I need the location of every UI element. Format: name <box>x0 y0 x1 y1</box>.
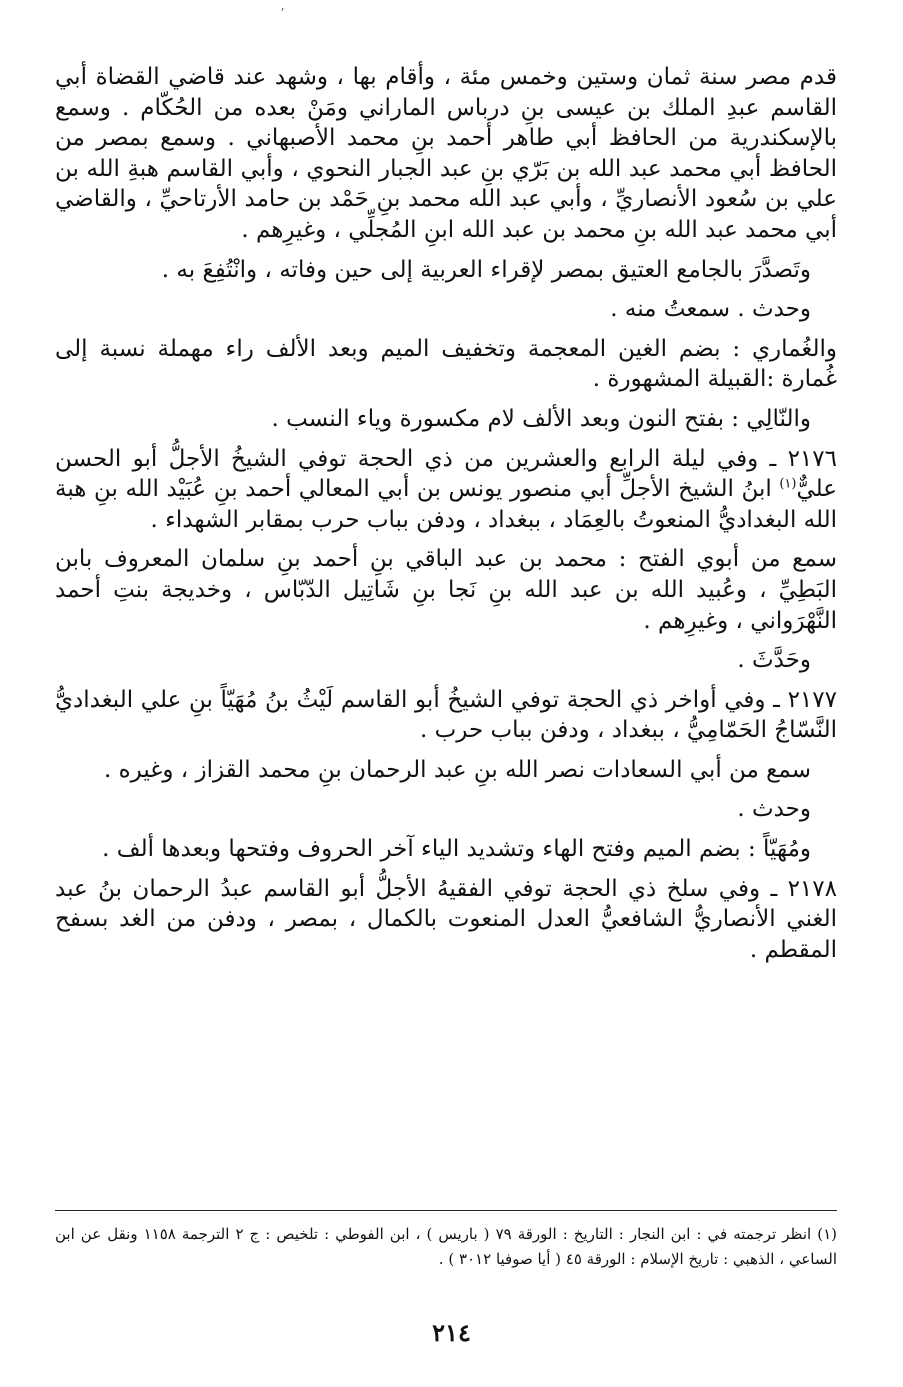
paragraph: وحَدَّثَ . <box>737 647 811 674</box>
main-text <box>55 62 837 965</box>
paragraph: وتَصدَّرَ بالجامع العتيق بمصر لإقراء العربية إلى حين وفاته ، وانْتُفِعَ به . <box>161 256 811 283</box>
entry-2176-text-continued: ابنُ الشيخ الأجلِّ أبي منصور يونس بن أبي المعالي أحمد بنِ عُبَيْد الله بنِ هبة الله البغداديُّ المنعوتُ بالعِمَاد ، ببغداد ، ودفن بباب حرب بمقابر الشهداء . <box>55 476 837 533</box>
paragraph: وحدث . سمعتُ منه . <box>610 296 811 323</box>
paragraph: والغُماري : بضم الغين المعجمة وتخفيف الميم وبعد الألف راء مهملة نسبة إلى غُمارة :القبيلة المشهورة . <box>55 335 837 393</box>
footnote: (١) انظر ترجمته في : ابن النجار : التاريخ : الورقة ٧٩ ( باريس ) ، ابن الفوطي : تلخيص : ج ٢ الترجمة ١١٥٨ ونقل عن ابن الساعي ، الذهبي : تاريخ الإسلام : الورقة ٤٥ ( أيا صوفيا ٣٠١٢ ) . <box>55 1225 837 1268</box>
paragraph: والنّالِي : بفتح النون وبعد الألف لام مكسورة وياء النسب . <box>271 405 811 432</box>
entry-2178: ٢١٧٨ ـ وفي سلخ ذي الحجة توفي الفقيهُ الأجلُّ أبو القاسم عبدُ الرحمان بنُ عبد الغني الأنصاريُّ الشافعيُّ العدل المنعوت بالكمال ، بمصر ، ودفن من الغد بسفح المقطم . <box>55 875 837 963</box>
paragraph: قدم مصر سنة ثمان وستين وخمس مئة ، وأقام بها ، وشهد عند قاضي القضاة أبي القاسم عبدِ الملك بن عيسى بنِ درباس الماراني ومَنْ بعده من الحُكّام . وسمع بالإسكندرية من الحافظ أبي طاهر أحمد بنِ محمد الأصبهاني . وسمع بمصر من الحافظ أبي محمد عبد الله بن بَرّي بنِ عبد الجبار النحوي ، وأبي القاسم هبةِ الله بن علي بن سُعود الأنصاريِّ ، وأبي عبد الله محمد بنِ حَمْد بن حامد الأرتاحيِّ ، والقاضي أبي محمد عبد الله بنِ محمد بن عبد الله ابنِ المُجلِّي ، وغيرِهم . <box>55 64 837 243</box>
entry-2176-text: ٢١٧٦ ـ وفي ليلة الرابع والعشرين من ذي الحجة توفي الشيخُ الأجلُّ أبو الحسن عليٌّ <box>55 445 837 503</box>
top-mark: ʼ <box>280 6 284 20</box>
page-number: ٢١٤ <box>432 1318 471 1347</box>
paragraph: وحدث . <box>737 796 811 823</box>
paragraph: سمع من أبوي الفتح : محمد بن عبد الباقي بنِ أحمد بنِ سلمان المعروف بابن البَطِيِّ ، وعُبيد الله بن عبد الله بنِ نَجا بنِ شَاتِيل الدّبّاس ، وخديجة بنتِ أحمد النَّهْرَواني ، وغيرِهم . <box>55 546 837 634</box>
entry-2177: ٢١٧٧ ـ وفي أواخر ذي الحجة توفي الشيخُ أبو القاسم لَيْثُ بنُ مُهَيّاً بنِ علي البغداديُّ النَّسّاجُ الحَمّامِيُّ ، ببغداد ، ودفن بباب حرب . <box>55 686 837 744</box>
entry-2176 <box>55 444 837 536</box>
footnote-divider <box>55 1210 837 1211</box>
paragraph: سمع من أبي السعادات نصر الله بنِ عبد الرحمان بنِ محمد القزاز ، وغيره . <box>103 756 811 783</box>
footnote-reference[interactable]: (١) <box>779 476 797 492</box>
paragraph: ومُهَيّاً : بضم الميم وفتح الهاء وتشديد الياء آخر الحروف وفتحها وبعدها ألف . <box>102 836 811 863</box>
